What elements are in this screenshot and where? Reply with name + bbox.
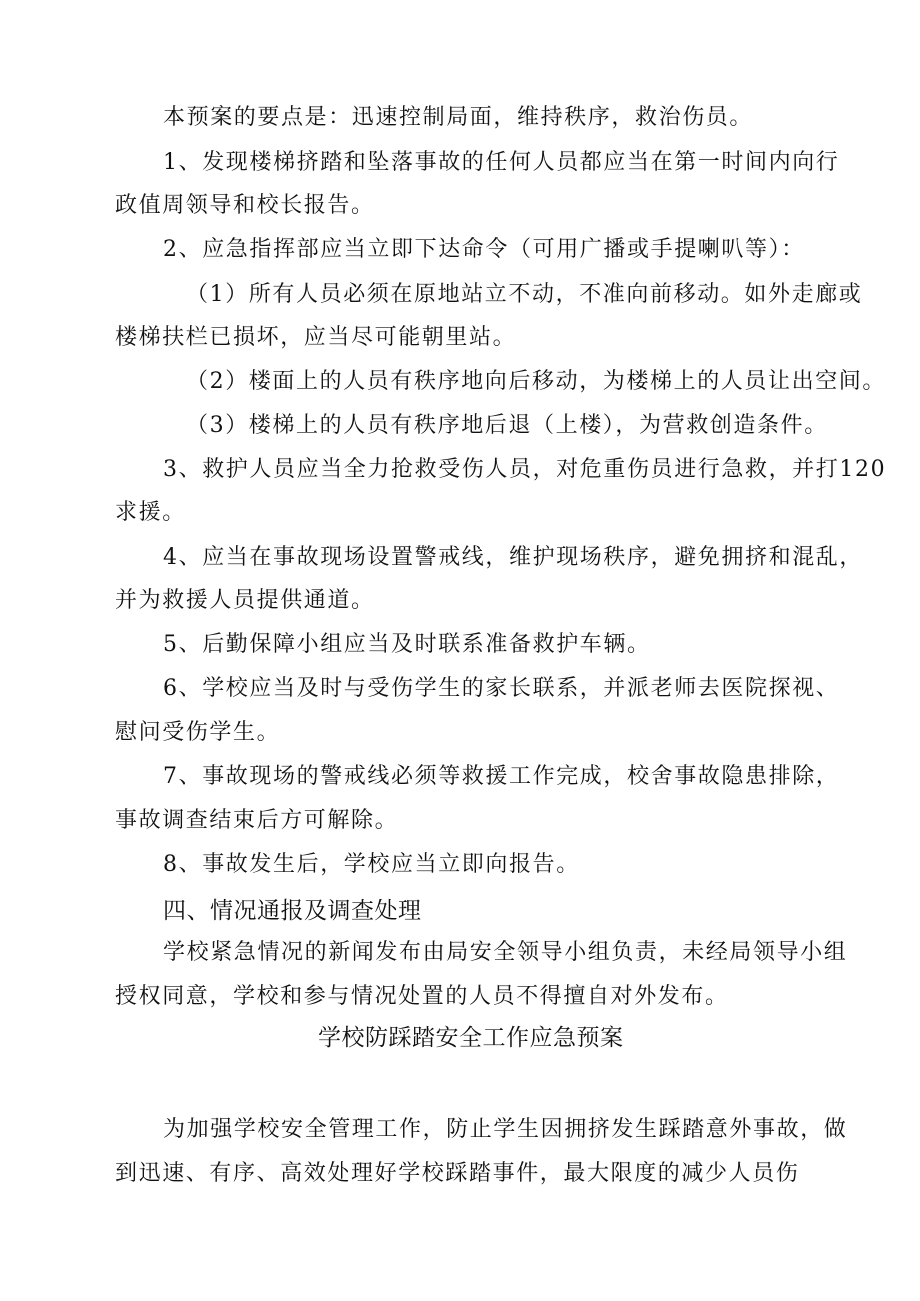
section-paragraph-line-2: 授权同意，学校和参与情况处置的人员不得擅自对外发布。 <box>115 984 729 1009</box>
intro-line-1: 为加强学校安全管理工作，防止学生因拥挤发生踩踏意外事故，做 <box>163 1117 848 1142</box>
sub-item-1-line-2: 楼梯扶栏已损坏，应当尽可能朝里站。 <box>115 325 517 350</box>
item-2: 2、应急指挥部应当立即下达命令（可用广播或手提喇叭等）： <box>163 237 805 262</box>
intro-line-2: 到迅速、有序、高效处理好学校踩踏事件，最大限度的减少人员伤 <box>115 1161 800 1186</box>
paragraph-key-points: 本预案的要点是：迅速控制局面，维持秩序，救治伤员。 <box>163 105 754 130</box>
item-3-line-1: 3、救护人员应当全力抢救受伤人员，对危重伤员进行急救，并打120 <box>163 457 887 482</box>
item-7-line-1: 7、事故现场的警戒线必须等救援工作完成，校舍事故隐患排除， <box>163 764 840 789</box>
item-6-line-2: 慰问受伤学生。 <box>115 720 281 745</box>
section-heading: 四、情况通报及调查处理 <box>163 898 422 924</box>
sub-item-3: （3）楼梯上的人员有秩序地后退（上楼），为营救创造条件。 <box>186 413 828 438</box>
document-title: 学校防踩踏安全工作应急预案 <box>318 1025 624 1051</box>
item-1-line-2: 政值周领导和校长报告。 <box>115 193 375 218</box>
sub-item-2: （2）楼面上的人员有秩序地向后移动，为楼梯上的人员让出空间。 <box>186 369 886 394</box>
item-8: 8、事故发生后，学校应当立即向报告。 <box>163 852 580 877</box>
item-7-line-2: 事故调查结束后方可解除。 <box>115 808 399 833</box>
item-5: 5、后勤保障小组应当及时联系准备救护车辆。 <box>163 632 651 657</box>
item-1-line-1: 1、发现楼梯挤踏和坠落事故的任何人员都应当在第一时间内向行 <box>163 150 840 175</box>
item-4-line-2: 并为救援人员提供通道。 <box>115 588 375 613</box>
sub-item-1-line-1: （1）所有人员必须在原地站立不动，不准向前移动。如外走廊或 <box>186 282 863 307</box>
item-6-line-1: 6、学校应当及时与受伤学生的家长联系，并派老师去医院探视、 <box>163 676 840 701</box>
item-3-line-2: 求援。 <box>115 500 186 525</box>
section-paragraph-line-1: 学校紧急情况的新闻发布由局安全领导小组负责，未经局领导小组 <box>163 940 848 965</box>
item-4-line-1: 4、应当在事故现场设置警戒线，维护现场秩序，避免拥挤和混乱， <box>163 545 863 570</box>
